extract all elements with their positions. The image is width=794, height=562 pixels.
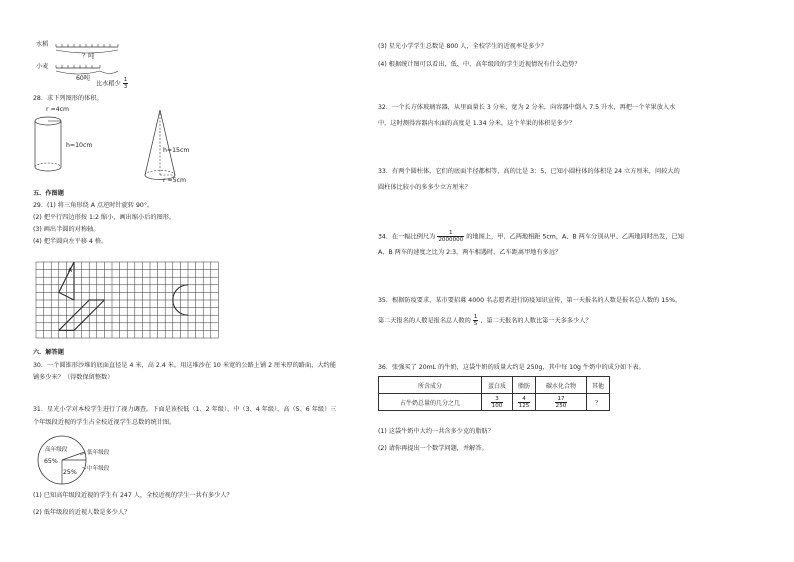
question-36-intro: 36．张强买了 20mL 的牛奶，这袋牛奶的质量大约是 250g，其中每 10g 牛奶中的成分如下表。	[378, 364, 645, 371]
question-30-line1: 30．一个圆锥形沙堆的底面直径是 4 米，高 2.4 米。用这堆沙在 10 米宽的公路上铺 2 厘米厚的路面，大约能	[33, 362, 336, 369]
table-header: 脂肪	[513, 377, 536, 394]
question-31-3: (3) 星光小学学生总数是 800 人，全校学生的近视率是多少？	[378, 43, 547, 50]
question-34-line2: A、B 两车的速度之比为 2:3，两车相遇时，乙车距离甲地有多远？	[378, 249, 562, 256]
table-header: 其他	[587, 377, 610, 394]
question-29-2: (2) 把平行四边形按 1:2 缩小，画出缩小后的图形。	[33, 214, 176, 221]
question-30-line2: 铺多少米？（得数保留整数）	[33, 374, 114, 381]
cone-height: h=15cm	[163, 147, 190, 154]
question-29-3: (3) 画出半圆的对称轴。	[33, 226, 100, 233]
cone-radius: r =5cm	[163, 177, 187, 184]
table-header: 碳水化合物	[536, 377, 587, 394]
table-header: 所含成分	[379, 377, 482, 394]
pie-label-low: 低年级段	[87, 450, 110, 456]
table-row-label: 占牛奶总量的几分之几	[379, 394, 482, 411]
question-31-line2: 个年级段近视的学生占全校近视学生总数的统计图。	[33, 419, 176, 426]
section-5-title: 五．作图题	[33, 190, 64, 197]
question-31-line1: 31．星光小学对本校学生进行了视力调查。下面是该校低（1、2 年级）、中（3、4 年级）、高（5、6 年级）三	[33, 406, 337, 413]
bar-less-note: 比水稻少 $\frac{1}{3}$	[96, 77, 128, 90]
question-33-line1: 33．有两个圆柱体，它们的底面半径都相等，高的比是 3：5，已知小圆柱体的体积是 24 立方厘米，问较大的	[378, 168, 680, 175]
point-a-label: A	[68, 267, 73, 274]
question-35-line1: 35．根据防疫要求，某市要招募 4000 名志愿者进行防疫知识宣传，第一天报名的人数是报名总人数的 15%，	[378, 297, 682, 304]
section-6-title: 六．解答题	[33, 349, 64, 356]
table-cell-protein: $\frac{3}{100}$	[482, 394, 513, 411]
question-28: 28．求下列图形的体积。	[33, 95, 103, 102]
table-cell-other: ？	[587, 394, 610, 411]
question-29-1: 29．(1) 将三角形绕 A 点逆时针旋转 90°。	[33, 202, 154, 209]
table-cell-fat: $\frac{4}{125}$	[513, 394, 536, 411]
bar-total: 60吨	[76, 75, 91, 82]
pie-pct-high: 65%	[44, 458, 58, 465]
question-36-2: (2) 请你再提出一个数学问题，并解答。	[378, 445, 488, 452]
question-29-4: (4) 把半圆向左平移 4 格。	[33, 238, 108, 245]
question-33-line2: 圆柱体比较小的多多少立方厘米？	[378, 184, 471, 191]
table-cell-carbs: $\frac{17}{250}$	[536, 394, 587, 411]
table-header: 蛋白质	[482, 377, 513, 394]
cylinder-height: h=10cm	[66, 142, 93, 149]
bar-label-rice: 水稻	[36, 41, 49, 48]
question-32-line2: 中，这时测得容器内水面的高度是 1.34 分米，这个苹果的体积是多少？	[378, 120, 576, 127]
question-32-line1: 32．一个长方体玻璃容器，从里面量长 3 分米，宽为 2 分米，向容器中倒入 7.5 升水，再把一个苹果放入水	[378, 104, 676, 111]
cylinder-radius: r =4cm	[46, 106, 70, 113]
question-34-line1: 34．在一幅比例尺为 $\frac{1}{2000000}$ 的地图上，甲、乙两地相距 5cm，A、B 两车分别从甲、乙两地同时出发，已知	[378, 230, 684, 243]
table-header-row	[379, 377, 610, 394]
milk-composition-table	[378, 376, 610, 411]
pie-label-mid: 中年级段	[87, 466, 110, 472]
question-31-1: (1) 已知高年级段近视的学生有 247 人，全校近视的学生一共有多少人？	[33, 492, 233, 499]
question-31-4: (4) 根据统计图可以看出，低、中、高年级段的学生近视情况有什么趋势？	[378, 61, 581, 68]
question-35-line2: 第二天报名的人数是报名总人数的 $\frac{1}{5}$ ，第二天报名的人数比第一天多多少人？	[378, 314, 592, 327]
question-31-2: (2) 低年级段的近视人数是多少人？	[33, 509, 131, 516]
pie-label-high: 高年级段	[45, 447, 68, 453]
question-36-1: (1) 这袋牛奶中大约一共含多少克的脂肪？	[378, 428, 494, 435]
pie-pct-mid: 25%	[63, 469, 77, 476]
bar-label-wheat: 小麦	[36, 63, 49, 70]
bar-unknown: ？吨	[82, 53, 95, 60]
table-row	[379, 394, 610, 411]
